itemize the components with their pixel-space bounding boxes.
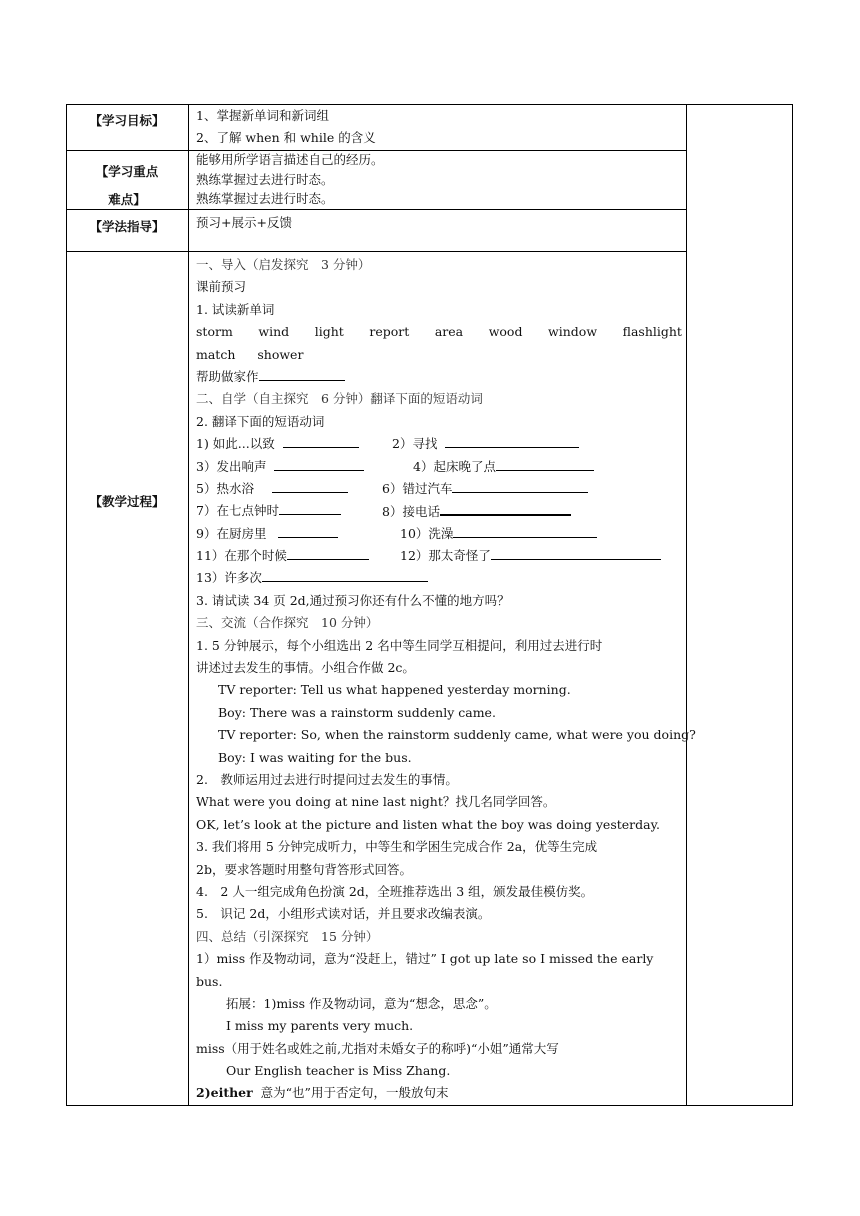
phrase-row [196,478,682,500]
phrase-text: 4）起床晚了点 [413,458,496,474]
answer-blank [259,366,345,381]
dialog-line: Boy: I was waiting for the bus. [218,749,412,765]
goals-content [196,105,682,150]
table-border-bottom [66,1105,793,1106]
paragraph-line: 5. 识记 2d，小组形式读对话，并且要求改编表演。 [196,906,491,922]
help-text: 帮助做家作 [196,368,259,384]
goal-line: 2、了解 when 和 while 的含义 [196,130,376,146]
answer-blank [440,500,571,516]
vocab-word: report [369,324,410,340]
keypoints-label-line2: 难点】 [108,192,146,207]
table-divider-content [686,104,687,1105]
table-border-right [792,104,793,1105]
answer-blank [262,567,428,582]
keypoints-content [196,150,682,209]
answer-blank [278,523,338,538]
vocab-word: light [314,324,344,340]
answer-blank [274,456,364,471]
phrase-row [196,456,682,478]
keypoints-label [66,158,188,214]
process-content [196,254,696,1105]
answer-blank [287,545,369,560]
paragraph-line: 2b，要求答题时用整句背答形式回答。 [196,861,412,877]
paragraph-line: 讲述过去发生的事情。小组合作做 2c。 [196,660,415,676]
example-line: Our English teacher is Miss Zhang. [226,1063,451,1079]
paragraph-line: OK, let’s look at the picture and listen what the boy was doing yesterday. [196,816,660,832]
paragraph-line: 3. 我们将用 5 分钟完成听力，中等生和学困生完成合作 2a，优等生完成 [196,839,598,855]
table-divider-label [188,104,189,1105]
paragraph-line: 1. 5 分钟展示，每个小组选出 2 名中等生同学互相提问，利用过去进行时 [196,637,603,653]
answer-blank [452,478,588,493]
either-keyword: 2)either [196,1085,253,1101]
vocab-word: wood [488,324,523,340]
answer-blank [491,545,661,560]
paragraph-line: What were you doing at nine last night？找几名同学回答。 [196,794,556,810]
phrase-text: 7）在七点钟时 [196,503,279,519]
try-read-item: 1. 试读新单词 [196,301,275,317]
vocab-word: area [434,324,464,340]
phrase-text: 12）那太奇怪了 [400,548,491,564]
section4-title: 四、总结（引深探究 15 分钟） [196,928,379,944]
phrase-text: 1) 如此...以致 [196,436,275,452]
goals-label: 【学习目标】 [89,113,165,128]
vocab-word: shower [257,346,304,362]
answer-blank [279,500,341,515]
paragraph-line: bus. [196,973,223,989]
paragraph-line: 4. 2 人一组完成角色扮演 2d，全班推荐选出 3 组，颁发最佳模仿奖。 [196,883,594,899]
phrase-row [196,433,682,455]
vocab-word: storm [196,324,233,340]
process-label: 【教学过程】 [89,494,165,509]
phrase-text: 5）热水浴 [196,480,254,496]
phrase-row [196,545,682,567]
paragraph-line: miss（用于姓名或姓之前,尤指对未婚女子的称呼)“小姐”通常大写 [196,1040,559,1056]
phrase-text: 2）寻找 [392,436,438,452]
dialog-line: TV reporter: So, when the rainstorm suddenly came, what were you doing? [218,727,696,743]
vocab-word: wind [258,324,290,340]
phrase-row [196,567,682,589]
answer-blank [453,523,597,538]
phrase-row [196,523,682,545]
vocab-word: window [548,324,598,340]
phrase-text: 11）在那个时候 [196,548,287,564]
section1-title: 一、导入（启发探究 3 分钟） [196,257,371,272]
phrase-text: 13）许多次 [196,570,262,586]
section3-title: 三、交流（合作探究 10 分钟） [196,615,379,631]
vocab-word: flashlight [622,324,682,340]
keypoint-line: 能够用所学语言描述自己的经历。 [196,152,384,167]
help-line [196,366,682,388]
keypoints-label-line1: 【学习重点 [95,164,159,179]
preview-question: 3. 请试读 34 页 2d,通过预习你还有什么不懂的地方吗？ [196,592,510,608]
dialog-line: Boy: There was a rainstorm suddenly came. [218,704,496,720]
paragraph-line: 2. 教师运用过去进行时提问过去发生的事情。 [196,771,458,787]
method-label: 【学法指导】 [89,219,165,234]
table-border-left [66,104,67,1105]
example-line: I miss my parents very much. [226,1018,414,1034]
phrase-text: 3）发出响声 [196,458,267,474]
vocab-word: match [196,346,236,362]
phrase-text: 10）洗澡 [400,525,454,541]
dialog-line: TV reporter: Tell us what happened yesterday morning. [218,682,571,698]
keypoint-line: 熟练掌握过去进行时态。 [196,191,334,206]
vocab-row [196,344,682,366]
section2-title: 二、自学（自主探究 6 分钟）翻译下面的短语动词 [196,391,483,407]
row-divider [66,251,687,252]
goal-line: 1、掌握新单词和新词组 [196,108,329,123]
extension-line: 拓展：1)miss 作及物动词，意为“想念，思念”。 [226,995,497,1011]
translate-heading: 2. 翻译下面的短语动词 [196,413,325,429]
answer-blank [445,433,579,448]
paragraph-line: 1）miss 作及物动词，意为“没赶上，错过” I got up late so I missed the early [196,951,654,967]
either-desc: 意为“也”用于否定句，一般放句末 [252,1085,449,1101]
preview-heading: 课前预习 [196,279,247,295]
phrase-row [196,500,682,522]
method-content: 预习+展示+反馈 [196,215,292,230]
phrase-text: 9）在厨房里 [196,525,267,541]
answer-blank [272,478,348,493]
either-line [196,1082,682,1104]
answer-blank [283,433,359,448]
phrase-text: 6）错过汽车 [382,480,453,496]
keypoint-line: 熟练掌握过去进行时态。 [196,171,334,187]
phrase-text: 8）接电话 [382,504,440,520]
answer-blank [496,456,594,471]
vocab-row [196,321,682,343]
